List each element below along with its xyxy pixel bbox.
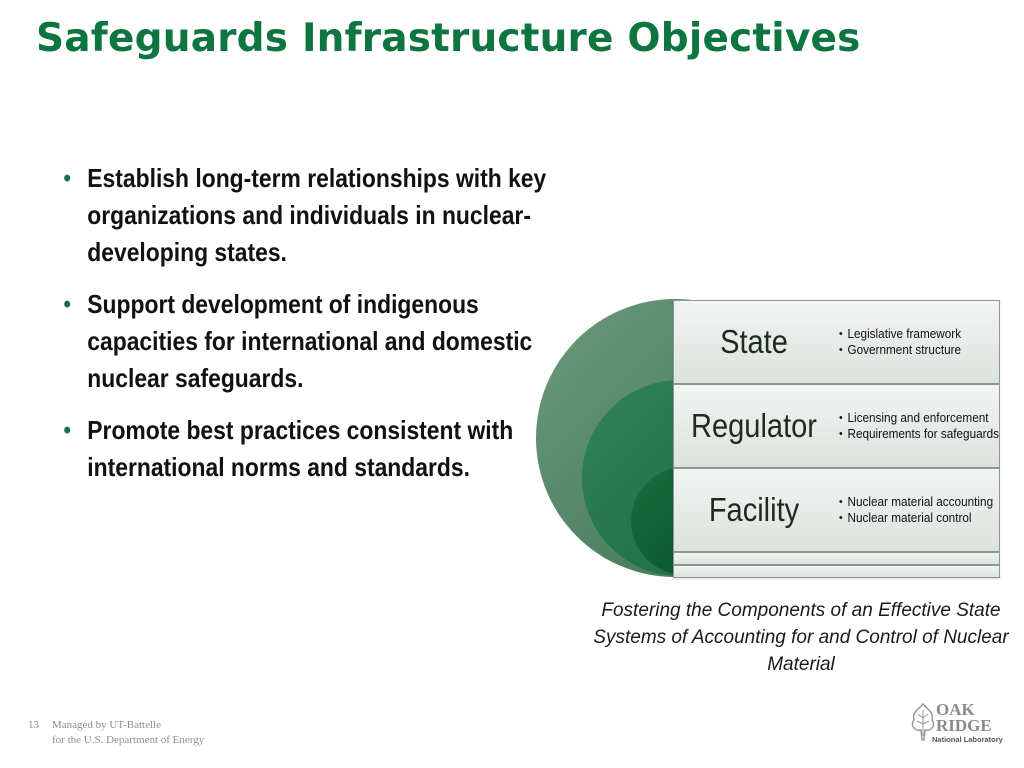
- objective-text: Support development of indigenous capacities for international and domestic nuclear safeguards.: [87, 289, 533, 393]
- bullet-icon: •: [63, 291, 71, 318]
- logo-word-oak: OAK: [936, 700, 975, 719]
- objective-text: Establish long-term relationships with key organizations and individuals in nuclear-developing states.: [87, 163, 547, 267]
- level-band-regulator: [673, 384, 1000, 468]
- level-band-state: [673, 300, 1000, 384]
- level-name: State: [720, 323, 788, 360]
- objective-item: [60, 160, 557, 271]
- diagram-caption: Fostering the Components of an Effective State Systems of Accounting for and Control of Nuclear Material: [593, 600, 1009, 675]
- logo-subtitle: National Laboratory: [932, 735, 1003, 744]
- level-item: • Nuclear material accounting: [839, 494, 1007, 510]
- footer-line: Managed by UT-Battelle: [52, 719, 161, 731]
- objectives-list: [60, 160, 547, 501]
- oak-ridge-logo: [910, 700, 1010, 748]
- level-item: • Nuclear material control: [839, 510, 1007, 526]
- level-item: • Legislative framework: [839, 326, 1007, 342]
- objective-text: Promote best practices consistent with international norms and standards.: [87, 415, 514, 482]
- level-name: Facility: [708, 491, 800, 528]
- level-item: • Requirements for safeguards: [839, 426, 1007, 442]
- slide-number: 13: [28, 719, 39, 731]
- slide-title: Safeguards Infrastructure Objectives: [36, 16, 861, 61]
- footer-text: [52, 718, 272, 748]
- level-bands: [673, 300, 1000, 578]
- level-band-base: [673, 552, 1000, 565]
- level-band-base: [673, 565, 1000, 578]
- objective-item: [60, 412, 557, 486]
- level-items: [839, 469, 999, 551]
- logo-word-ridge: RIDGE: [936, 716, 992, 735]
- objective-item: [60, 286, 557, 397]
- level-item: • Government structure: [839, 342, 1007, 358]
- nested-levels-diagram: [530, 296, 1010, 586]
- level-name: Regulator: [691, 407, 817, 444]
- level-items: [839, 385, 999, 467]
- level-band-facility: [673, 468, 1000, 552]
- bullet-icon: •: [63, 165, 71, 192]
- level-item: • Licensing and enforcement: [839, 410, 1007, 426]
- footer-line: for the U.S. Department of Energy: [52, 734, 205, 746]
- bullet-icon: •: [63, 417, 71, 444]
- level-items: [839, 301, 999, 383]
